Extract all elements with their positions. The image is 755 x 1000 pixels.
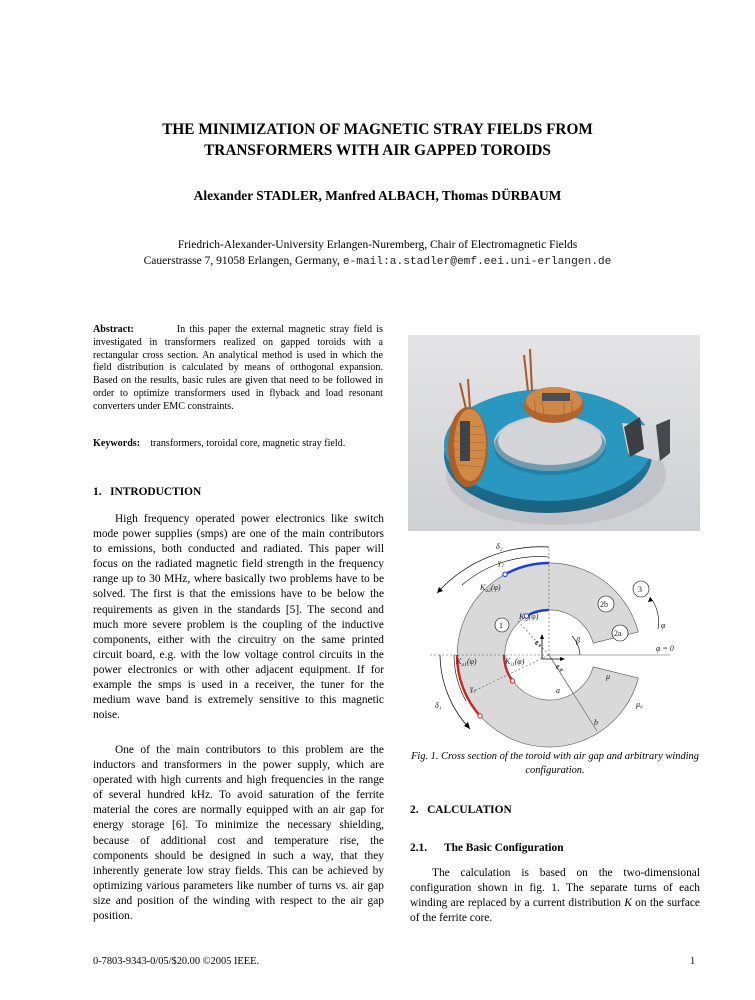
- k-i1-sub: i1: [510, 662, 515, 668]
- label-k-i1: [504, 657, 525, 668]
- calc-k-symbol: K: [624, 897, 632, 910]
- abstract-text: In this paper the external magnetic stray field is investigated in transformers realized on gapped toroids with a rectangular cross section. An analytical method is used in which the field distribution is calculated by means of orthogonal expansion. Based on the results, basic rules are given that need to be followed in order to optimize transformers used in flyback and load resonant converters under EMC constraints.: [93, 324, 383, 412]
- intro-paragraph-2: One of the main contributors to this problem are the inductors and transformers in the power supply, which are operated with high currents and high frequencies in the range of several hundred kHz. To avoid saturation of the ferrite material the cores are normally equipped with an air gap for energy storage [6]. To minimize the necessary shielding, because of additional cost and temperature rise, the components should be designed in such a way, that they inherently generate low stray fields. This can be achieved by optimizing various parameters like number of turns vs. air gap size and position of the winding with respect to the air gap position.: [93, 744, 384, 923]
- label-delta1: δ₁: [435, 701, 442, 710]
- label-mu0: μ₀: [636, 700, 643, 709]
- k-a2-sub: a2: [485, 588, 491, 594]
- e-phi-symbol: e: [556, 662, 560, 671]
- label-phi: φ: [661, 621, 666, 630]
- label-e-r: [535, 638, 542, 649]
- k-a2-arg: (φ): [490, 583, 501, 592]
- email-link[interactable]: e-mail:a.stadler@emf.eei.uni-erlangen.de: [342, 256, 612, 268]
- calculation-paragraph-1: [410, 866, 700, 926]
- abstract-label: Abstract:: [93, 324, 134, 335]
- calc-text-b: on the surface of the ferrite core.: [410, 897, 700, 925]
- copyright-footer: 0-7803-9343-0/05/$20.00 ©2005 IEEE.: [93, 956, 260, 967]
- paper-title: [0, 119, 755, 161]
- label-mu: μ: [606, 672, 611, 681]
- k-a2-symbol: K: [480, 583, 486, 592]
- affiliation-line-2: [0, 253, 755, 270]
- section-2-1-heading: 2.1. The Basic Configuration: [410, 842, 564, 854]
- address: Cauerstrasse 7, 91058 Erlangen, Germany,: [143, 255, 343, 267]
- label-k-i2: [518, 612, 539, 623]
- label-region-2b: 2b: [600, 600, 608, 609]
- title-line-2: TRANSFORMERS WITH AIR GAPPED TOROIDS: [204, 142, 551, 159]
- k-i2-sub: i2: [524, 617, 529, 623]
- label-region-2a: 2a: [614, 629, 622, 638]
- calc-text-a: The calculation is based on the two-dimensional configuration shown in fig. 1. The separate turns of each winding are replaced by a current distribution: [410, 867, 700, 910]
- label-beta: β: [576, 636, 580, 645]
- label-b: b: [594, 718, 598, 727]
- keywords: [93, 438, 383, 451]
- label-gamma2: γ₂: [498, 558, 504, 567]
- label-region-1: 1: [499, 621, 503, 630]
- e-phi-sub: φ: [559, 667, 563, 673]
- e-r-sub: r: [538, 643, 541, 649]
- toroid-photo: [408, 335, 700, 531]
- intro-paragraph-1: High frequency operated power electronics like switch mode power supplies (smps) are one of the main contributors to emissions, both conducted and radiated. This paper will focus on the radiated magnetic field strength in the frequency range up to 30 MHz, where basically two problems have to be solved. The first is that the emissions have to be below the requirements as given in the standards [5]. The second and much more severe problem is the coupling of the inductive components, either with the circuitry on the same printed circuit board, e.g. with the low voltage control circuits in the power electronics or with other adjacent equipment. If for example the smps is used in a receiver, the tuner for the medium wave band is extremely sensitive to this magnetic noise.: [93, 513, 384, 722]
- page-number: 1: [690, 956, 696, 967]
- k-a1-arg: (φ): [466, 657, 477, 666]
- affiliation: [0, 237, 755, 270]
- title-line-1: THE MINIMIZATION OF MAGNETIC STRAY FIELDS FROM: [162, 121, 593, 138]
- k-i1-arg: (φ): [514, 657, 525, 666]
- abstract: [93, 324, 383, 414]
- k-i1-symbol: K: [505, 657, 511, 666]
- figure-1-caption: Fig. 1. Cross section of the toroid with air gap and arbitrary winding configuration.: [411, 751, 699, 776]
- label-e-phi: [556, 662, 564, 673]
- label-region-3: 3: [638, 585, 642, 594]
- label-gamma1: γ₁: [470, 684, 476, 693]
- authors: Alexander STADLER, Manfred ALBACH, Thomas DÜRBAUM: [193, 188, 562, 203]
- label-a: a: [556, 686, 560, 695]
- k-i2-arg: (φ): [528, 612, 539, 621]
- label-delta2: δ₂: [496, 542, 503, 551]
- k-a1-symbol: K: [456, 657, 462, 666]
- affiliation-line-1: Friedrich-Alexander-University Erlangen-Nuremberg, Chair of Electromagnetic Fields: [177, 239, 578, 251]
- keywords-text: transformers, toroidal core, magnetic stray field.: [150, 438, 346, 449]
- toroid-cross-section-diagram: [410, 533, 700, 748]
- label-phi-zero: φ = 0: [656, 644, 674, 653]
- e-r-symbol: e: [535, 638, 539, 647]
- section-1-heading: 1. INTRODUCTION: [93, 486, 202, 498]
- k-i2-symbol: K: [519, 612, 525, 621]
- keywords-label: Keywords:: [93, 438, 141, 449]
- k-a1-sub: a1: [461, 662, 467, 668]
- section-2-heading: 2. CALCULATION: [410, 804, 512, 816]
